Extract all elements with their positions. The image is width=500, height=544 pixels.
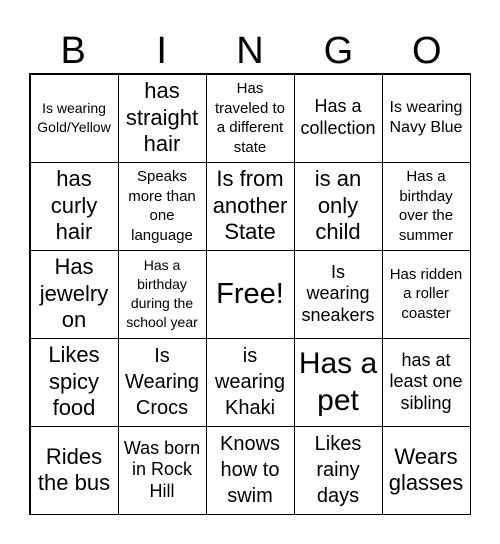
cell-text: Speaks more than one language [128, 168, 196, 244]
bingo-header [29, 28, 471, 74]
bingo-cell[interactable] [30, 338, 119, 427]
free-space-text: Free! [216, 277, 284, 310]
cell-text: Has ridden a roller coaster [389, 265, 463, 322]
cell-text: Wears glasses [388, 443, 464, 495]
cell-text: Has traveled to a different state [214, 80, 286, 156]
cell-text: Is wearing sneakers [301, 261, 375, 325]
bingo-cell[interactable] [118, 250, 207, 339]
header-letter-n: N [236, 30, 264, 72]
bingo-cell[interactable] [382, 74, 471, 163]
bingo-cell[interactable] [382, 338, 471, 427]
cell-text: Is wearing Navy Blue [389, 99, 463, 136]
bingo-cell[interactable] [118, 338, 207, 427]
bingo-cell[interactable] [382, 426, 471, 515]
cell-text: is wearing Khaki [214, 345, 286, 419]
bingo-cell[interactable] [30, 162, 119, 251]
bingo-cell[interactable] [382, 162, 471, 251]
header-letter-o: O [412, 30, 442, 72]
cell-text: Likes rainy days [314, 433, 362, 507]
cell-text: Has a birthday during the school year [126, 257, 198, 330]
bingo-cell[interactable] [30, 426, 119, 515]
bingo-cell[interactable] [294, 74, 383, 163]
bingo-cell[interactable] [118, 162, 207, 251]
header-letter-b: B [60, 30, 86, 72]
header-letter-g: G [323, 30, 354, 72]
bingo-cell[interactable] [118, 74, 207, 163]
cell-text: Has a pet [298, 346, 378, 417]
cell-text: Has a collection [300, 96, 376, 138]
cell-text: is an only child [314, 166, 362, 245]
bingo-card-grid [29, 73, 471, 515]
cell-text: Was born in Rock Hill [123, 437, 201, 501]
bingo-cell[interactable] [294, 338, 383, 427]
cell-text: Likes spicy food [48, 342, 100, 421]
bingo-cell[interactable] [206, 426, 295, 515]
cell-text: Is wearing Gold/Yellow [37, 100, 111, 135]
bingo-cell[interactable] [118, 426, 207, 515]
cell-text: Has jewelry on [39, 254, 109, 333]
bingo-cell[interactable] [294, 162, 383, 251]
cell-text: has at least one sibling [389, 349, 463, 413]
bingo-cell[interactable] [294, 250, 383, 339]
cell-text: Is Wearing Crocs [124, 345, 200, 419]
header-letter-i: I [156, 30, 167, 72]
bingo-cell[interactable] [382, 250, 471, 339]
cell-text: Rides the bus [37, 443, 111, 495]
bingo-cell[interactable] [206, 74, 295, 163]
bingo-cell[interactable] [206, 162, 295, 251]
cell-text: Has a birthday over the summer [398, 168, 454, 244]
cell-text: Is from another State [212, 166, 288, 245]
cell-text: Knows how to swim [219, 433, 281, 507]
bingo-cell[interactable] [30, 250, 119, 339]
cell-text: has straight hair [125, 78, 199, 157]
bingo-cell[interactable] [30, 74, 119, 163]
free-space-cell[interactable] [206, 250, 295, 339]
bingo-cell[interactable] [294, 426, 383, 515]
cell-text: has curly hair [50, 166, 98, 245]
bingo-cell[interactable] [206, 338, 295, 427]
